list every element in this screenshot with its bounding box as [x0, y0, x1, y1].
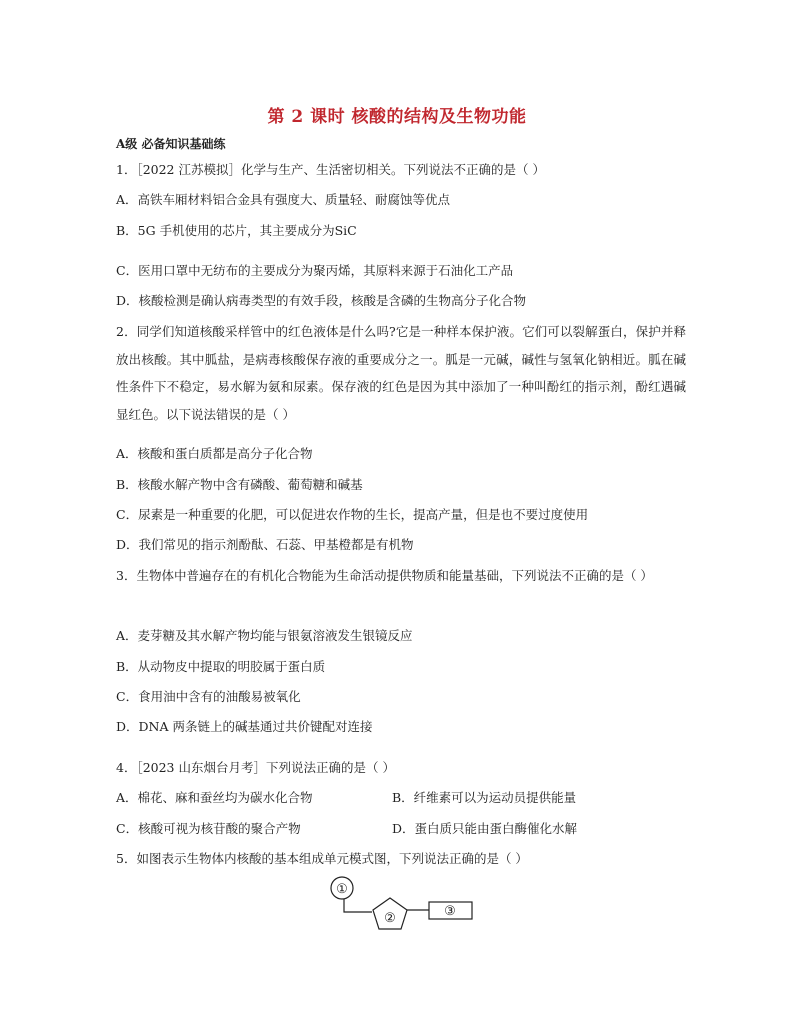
q3-option-a: A．麦芽糖及其水解产物均能与银氨溶液发生银镜反应: [116, 628, 413, 643]
label-3: ③: [444, 904, 456, 919]
label-1: ①: [336, 882, 348, 897]
section-heading: A级 必备知识基础练: [116, 137, 226, 151]
q1-option-c: C．医用口罩中无纺布的主要成分为聚丙烯，其原料来源于石油化工产品: [116, 263, 514, 278]
q4-option-b: B．纤维素可以为运动员提供能量: [392, 790, 577, 805]
q4-stem: 4．［2023 山东烟台月考］下列说法正确的是（ ）: [116, 760, 395, 775]
label-2: ②: [384, 911, 396, 926]
q3-option-d: D．DNA 两条链上的碱基通过共价键配对连接: [116, 719, 373, 734]
nucleotide-diagram: [320, 870, 480, 940]
q4-option-d: D．蛋白质只能由蛋白酶催化水解: [392, 821, 578, 836]
q1-option-b: B．5G 手机使用的芯片，其主要成分为SiC: [116, 223, 357, 238]
q1-option-d: D．核酸检测是确认病毒类型的有效手段，核酸是含磷的生物高分子化合物: [116, 293, 527, 308]
q4-option-c: C．核酸可视为核苷酸的聚合产物: [116, 821, 301, 836]
q3-stem: 3．生物体中普遍存在的有机化合物能为生命活动提供物质和能量基础，下列说法不正确的是（ ）: [116, 568, 653, 583]
page-title: 第 2 课时 核酸的结构及生物功能: [267, 107, 527, 127]
q2-option-a: A．核酸和蛋白质都是高分子化合物: [116, 446, 313, 461]
connector-1: [344, 899, 372, 912]
q2-option-d: D．我们常见的指示剂酚酞、石蕊、甲基橙都是有机物: [116, 537, 414, 552]
q2-stem: 2．同学们知道核酸采样管中的红色液体是什么吗?它是一种样本保护液。它们可以裂解蛋白，保护并释放出核酸。其中胍盐，是病毒核酸保存液的重要成分之一。胍是一元碱，碱性与氢氧化钠相近。胍在碱性条件下不稳定，易水解为氨和尿素。保存液的红色是因为其中添加了一种叫酚红的指示剂，酚红遇碱显红色。以下说法错误的是（ ）: [116, 324, 686, 422]
q4-option-a: A．棉花、麻和蚕丝均为碳水化合物: [116, 790, 313, 805]
q3-option-c: C．食用油中含有的油酸易被氧化: [116, 689, 301, 704]
q5-stem: 5．如图表示生物体内核酸的基本组成单元模式图，下列说法正确的是（ ）: [116, 851, 528, 866]
q2-option-b: B．核酸水解产物中含有磷酸、葡萄糖和碱基: [116, 477, 363, 492]
q3-option-b: B．从动物皮中提取的明胶属于蛋白质: [116, 659, 326, 674]
q1-stem: 1．［2022 江苏模拟］化学与生产、生活密切相关。下列说法不正确的是（ ）: [116, 162, 545, 177]
q2-option-c: C．尿素是一种重要的化肥，可以促进农作物的生长，提高产量，但是也不要过度使用: [116, 507, 589, 522]
q1-option-a: A．高铁车厢材料铝合金具有强度大、质量轻、耐腐蚀等优点: [116, 192, 451, 207]
